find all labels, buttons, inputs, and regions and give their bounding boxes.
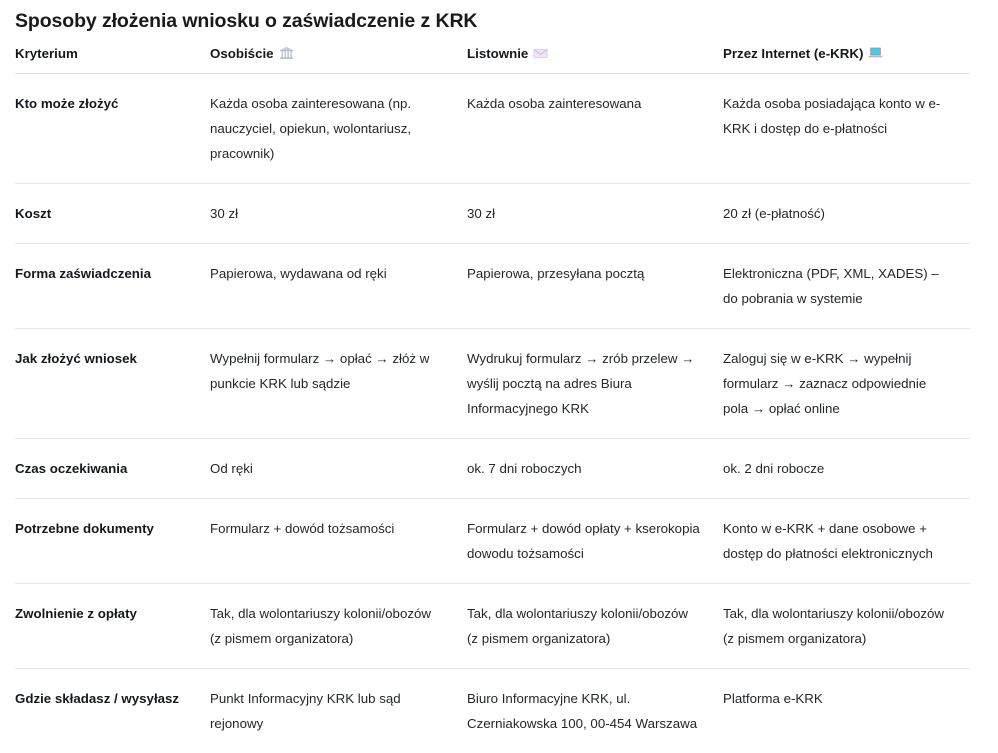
cell-online: Elektroniczna (PDF, XML, XADES) – do pobrania w systemie	[723, 244, 970, 329]
table-row	[15, 244, 970, 329]
cell-by-mail: ok. 7 dni roboczych	[467, 439, 723, 499]
cell-online: Każda osoba posiadająca konto w e-KRK i dostęp do e-płatności	[723, 74, 970, 184]
cell-in-person: 30 zł	[210, 184, 467, 244]
cell-in-person: Formularz + dowód tożsamości	[210, 499, 467, 584]
cell-online: 20 zł (e-płatność)	[723, 184, 970, 244]
table-row	[15, 584, 970, 669]
cell-in-person: Wypełnij formularz → opłać → złóż w punkcie KRK lub sądzie	[210, 329, 467, 439]
column-header-label: Osobiście	[210, 46, 274, 61]
table-header	[15, 45, 970, 74]
table-row	[15, 329, 970, 439]
cell-by-mail: Biuro Informacyjne KRK, ul. Czerniakowska 100, 00-454 Warszawa	[467, 669, 723, 753]
table-row	[15, 669, 970, 753]
table-row	[15, 184, 970, 244]
row-criterion: Gdzie składasz / wysyłasz	[15, 669, 210, 753]
row-criterion: Potrzebne dokumenty	[15, 499, 210, 584]
cell-online: ok. 2 dni robocze	[723, 439, 970, 499]
cell-by-mail: Wydrukuj formularz → zrób przelew → wyślij pocztą na adres Biura Informacyjnego KRK	[467, 329, 723, 439]
row-criterion: Czas oczekiwania	[15, 439, 210, 499]
column-header-kryterium	[15, 45, 210, 74]
laptop-icon	[868, 46, 883, 60]
column-header-label: Przez Internet (e-KRK)	[723, 46, 863, 61]
cell-by-mail: Formularz + dowód opłaty + kserokopia dowodu tożsamości	[467, 499, 723, 584]
cell-by-mail: Tak, dla wolontariuszy kolonii/obozów (z pismem organizatora)	[467, 584, 723, 669]
cell-in-person: Tak, dla wolontariuszy kolonii/obozów (z pismem organizatora)	[210, 584, 467, 669]
cell-in-person: Każda osoba zainteresowana (np. nauczyciel, opiekun, wolontariusz, pracownik)	[210, 74, 467, 184]
row-criterion: Zwolnienie z opłaty	[15, 584, 210, 669]
cell-online: Zaloguj się w e-KRK → wypełnij formularz → zaznacz odpowiednie pola → opłać online	[723, 329, 970, 439]
table-row	[15, 499, 970, 584]
bank-icon	[279, 46, 294, 60]
column-header-label: Listownie	[467, 46, 528, 61]
row-criterion: Forma zaświadczenia	[15, 244, 210, 329]
row-criterion: Kto może złożyć	[15, 74, 210, 184]
page-title: Sposoby złożenia wniosku o zaświadczenie z KRK	[15, 8, 477, 34]
column-header-przez-internet	[723, 45, 970, 74]
cell-online: Konto w e-KRK + dane osobowe + dostęp do płatności elektronicznych	[723, 499, 970, 584]
cell-in-person: Od ręki	[210, 439, 467, 499]
table-header-row	[15, 45, 970, 74]
cell-by-mail: Papierowa, przesyłana pocztą	[467, 244, 723, 329]
table-row	[15, 439, 970, 499]
cell-online: Platforma e-KRK	[723, 669, 970, 753]
column-header-listownie	[467, 45, 723, 74]
row-criterion: Koszt	[15, 184, 210, 244]
row-criterion: Jak złożyć wniosek	[15, 329, 210, 439]
cell-by-mail: Każda osoba zainteresowana	[467, 74, 723, 184]
table-body	[15, 74, 970, 753]
table-row	[15, 74, 970, 184]
column-header-label: Kryterium	[15, 46, 78, 61]
column-header-osobiscie	[210, 45, 467, 74]
comparison-table-container	[15, 45, 970, 753]
cell-in-person: Punkt Informacyjny KRK lub sąd rejonowy	[210, 669, 467, 753]
envelope-icon	[533, 46, 548, 60]
cell-online: Tak, dla wolontariuszy kolonii/obozów (z pismem organizatora)	[723, 584, 970, 669]
cell-in-person: Papierowa, wydawana od ręki	[210, 244, 467, 329]
cell-by-mail: 30 zł	[467, 184, 723, 244]
krk-comparison-table	[15, 45, 970, 753]
